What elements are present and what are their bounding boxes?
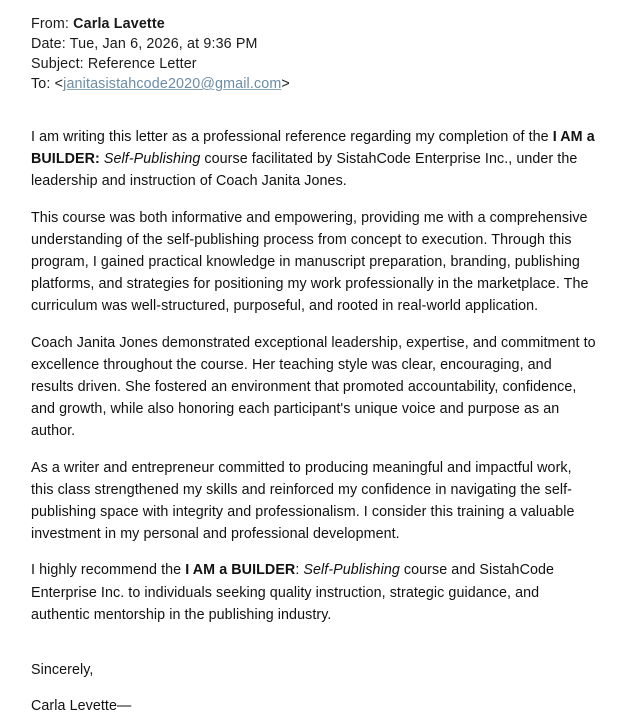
p1-course-name: I AM a BUILDER:	[31, 129, 595, 168]
email-body	[31, 126, 598, 626]
p5-text-c: course and SistahCode Enterprise Inc. to individuals seeking quality instruction, strategic guidance, and authentic mentorship in the publishing industry.	[31, 562, 555, 623]
date-value: Tue, Jan 6, 2026, at 9:36 PM	[69, 36, 258, 52]
p1-text-c: course facilitated by SistahCode Enterprise Inc., under the leadership and instruction of Coach Janita Jones.	[31, 151, 578, 190]
angle-bracket-close: >	[281, 76, 290, 92]
signature-closing: Sincerely,	[31, 662, 94, 679]
from-label: From:	[31, 16, 74, 32]
email-to-line	[31, 74, 598, 94]
date-label: Date:	[31, 36, 70, 52]
subject-value: Reference Letter	[87, 56, 197, 72]
body-paragraph-3: Coach Janita Jones demonstrated exceptional leadership, expertise, and commitment to excellence throughout the course. Her teaching style was clear, encouraging, and results driven. She fostered an environment that promoted accountability, confidence, and growth, while also honoring each participant's unique voice and purpose as an author.	[31, 334, 596, 440]
p5-text-a: I highly recommend the	[31, 562, 186, 579]
angle-bracket-open: <	[54, 76, 64, 92]
body-paragraph-1	[31, 126, 598, 193]
email-signature	[31, 659, 598, 717]
p1-course-subtitle: Self-Publishing	[103, 151, 201, 168]
body-paragraph-5	[31, 559, 598, 626]
body-paragraph-2: This course was both informative and empowering, providing me with a comprehensive understanding of the self-publishing process from concept to execution. Through this program, I gained practical knowledge in manuscript preparation, branding, publishing platforms, and strategies for positioning my work professionally in the marketplace. The curriculum was well-structured, purposeful, and rooted in real-world application.	[31, 209, 589, 315]
to-label: To:	[31, 76, 55, 92]
p1-text-a: I am writing this letter as a professional reference regarding my completion of the	[31, 129, 553, 145]
email-date-line	[31, 34, 598, 54]
signature-name: Carla Levette—	[31, 698, 132, 715]
subject-label: Subject:	[31, 56, 88, 72]
p5-colon: :	[295, 562, 304, 579]
recipient-email-link[interactable]: janitasistahcode2020@gmail.com	[63, 76, 282, 92]
email-subject-line	[31, 54, 598, 74]
email-from-line	[31, 14, 598, 34]
p5-course-name: I AM a BUILDER	[185, 562, 296, 579]
sender-name: Carla Lavette	[73, 16, 165, 32]
p5-course-subtitle: Self-Publishing	[303, 562, 400, 579]
email-header	[31, 14, 598, 94]
body-paragraph-4: As a writer and entrepreneur committed to producing meaningful and impactful work, this class strengthened my skills and reinforced my confidence in navigating the self-publishing space with integrity and professionalism. I consider this training a valuable investment in my personal and professional development.	[31, 459, 575, 543]
